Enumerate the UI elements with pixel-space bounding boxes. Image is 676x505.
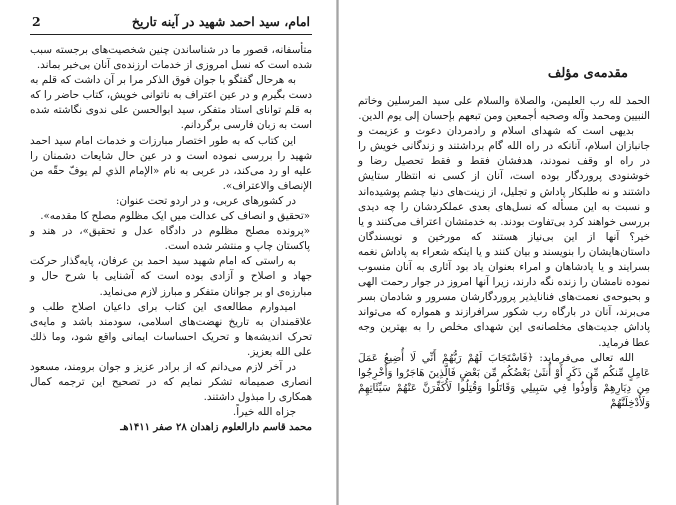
right-page xyxy=(338,0,676,505)
closing-line: جزاه الله خیراً. xyxy=(232,406,296,419)
quoted-title: «تحقیق و انصاف کی عدالت میں ایک مظلوم مصلح کا مقدمه». xyxy=(40,210,310,223)
page-number: 2 xyxy=(32,14,41,29)
paragraph: این کتاب که به طور اختصار مبارزات و خدمات امام سید احمد شهید را بررسی نموده است و در عین حال شایعات دشمنان را علیه او رد می‌کند، در عربی به نام «الإمام الذي لم يوفّ حقّه من الإنصاف والاعتراف». xyxy=(30,134,312,192)
left-page-body xyxy=(30,43,312,435)
quran-verse-paragraph: الله تعالی می‌فرماید: ﴿فَاسْتَجَابَ لَهُمْ رَبُّهُمْ أَنِّي لَا أُضِيعُ عَمَلَ عَامِلٍ مِّنكُم مِّن ذَكَرٍ أَوْ أُنثَىٰ بَعْضُكُم مِّن بَعْضٍ فَالَّذِينَ هَاجَرُوا وَأُخْرِجُوا مِن دِيَارِهِمْ وَأُوذُوا فِي سَبِيلِي وَقَاتَلُوا وَقُتِلُوا لَأُكَفِّرَنَّ عَنْهُمْ سَيِّئَاتِهِمْ وَلَأُدْخِلَنَّهُمْ xyxy=(358,351,650,409)
running-title: امام، سید احمد شهید در آینه تاریخ xyxy=(131,14,310,29)
running-header xyxy=(30,12,312,35)
paragraph: به راستی که امام شهید سید احمد بن عرفان، پایه‌گذار حرکت جهاد و اصلاح و آزادی بوده است که آشنایی با شرح حال و مبارزه‌ی او بر جوانان متفکر و مبارز لازم می‌نماید. xyxy=(30,255,312,298)
paragraph: در آخر لازم می‌دانم که از برادر عزیز و جوان برومند، مسعود انصاری صمیمانه تشکر نمایم که در تصحیح این ترجمه کمال همکاری را مبذول داشتند. xyxy=(30,360,312,404)
paragraph: به هرحال گفتگو با جوان فوق الذکر مرا بر آن داشت که قلم به دست بگیرم و در عین اعتراف به ناتوانی خویش، کتاب حاضر را که به قلم توانای استاد متفکر، سید ابوالحسن علی ندوی نگاشته شده است به زبان فارسی برگردانم. xyxy=(30,74,312,132)
paragraph: در کشورهای عربی، و در اردو تحت عنوان: xyxy=(115,194,296,207)
paragraph: متأسفانه، قصور ما در شناساندن چنین شخصیت‌های برجسته سبب شده است که نسل امروزی از خدمات ارزنده‌ی آنان بی‌خبر بماند. xyxy=(30,44,312,72)
paragraph: بدیهی است که شهدای اسلام و رادمردان دعوت و عزیمت و جانبازان اسلام، آنانکه در راه الله گام برداشتند و زندگانی خویش را در راه او وقف نمودند، هدفشان فقط و فقط تحصیل رضا و خوشنودی پروردگار بوده است، آنان از کسی نه انتظار ستایش داشتند و نه طلبکار پاداش و تجلیل، از زینت‌های دنیا چشم پوشیده‌اند و نسبت به این مسأله که نسل‌های بعدی عملکردشان را چه دیدی بررسی خواهند کرد بی‌تفاوت بودند. به خدمتشان اعتراف می‌کنند و یا خیر؟ آنها از این بی‌نیاز هستند که مورخین و نویسندگان داستان‌هایشان را بنویسند و بیان کنند و یا اینکه شعراء به پاداش نغمه بسرایند و یا پادشاهان و امراء بعنوان یاد بود آثاری به آنان منسوب نموده نامشان را زنده نگه دارند، زیرا آنها امروز در جوار رحمت الهی و بحبوحه‌ی نعمت‌های فنانایذیر پروردگارشان مسرور و شادمان بسر می‌برند، آنان در بارگاه رب شکور سرافرازند و همواره که می‌تواند پاداش جدیت‌های مخلصانه‌ی این شهدای مخلص را به بهترین وجه عطا فرماید. xyxy=(358,125,650,349)
quoted-title: «پرونده مصلح مظلوم در دادگاه عدل و تحقیق»، در هند و پاکستان چاپ و منتشر شده است. xyxy=(30,225,310,253)
section-heading: مقدمه‌ی مؤلف xyxy=(547,66,628,81)
right-page-body xyxy=(358,94,650,411)
paragraph: امیدوارم مطالعه‌ی این کتاب برای داعیان اصلاح طلب و علاقمندان به تاریخ نهضت‌های اسلامی، سودمند باشد و مایه‌ی تحرک اندیشه‌ها و تحریک احساسات ایمانی واقع شود، وما ذلك على الله بعزيز. xyxy=(30,300,312,358)
translator-signature: محمد قاسم دارالعلوم زاهدان ۲۸ صفر ۱۴۱۱هـ xyxy=(120,422,312,434)
paragraph: الحمد لله رب العليمن، والصلاة والسلام على سيد المرسلين وخاتم النبيين ومحمد وآله وصحبه أجمعين ومن تبعهم بإحسان إلى يوم الدين. xyxy=(358,95,650,123)
